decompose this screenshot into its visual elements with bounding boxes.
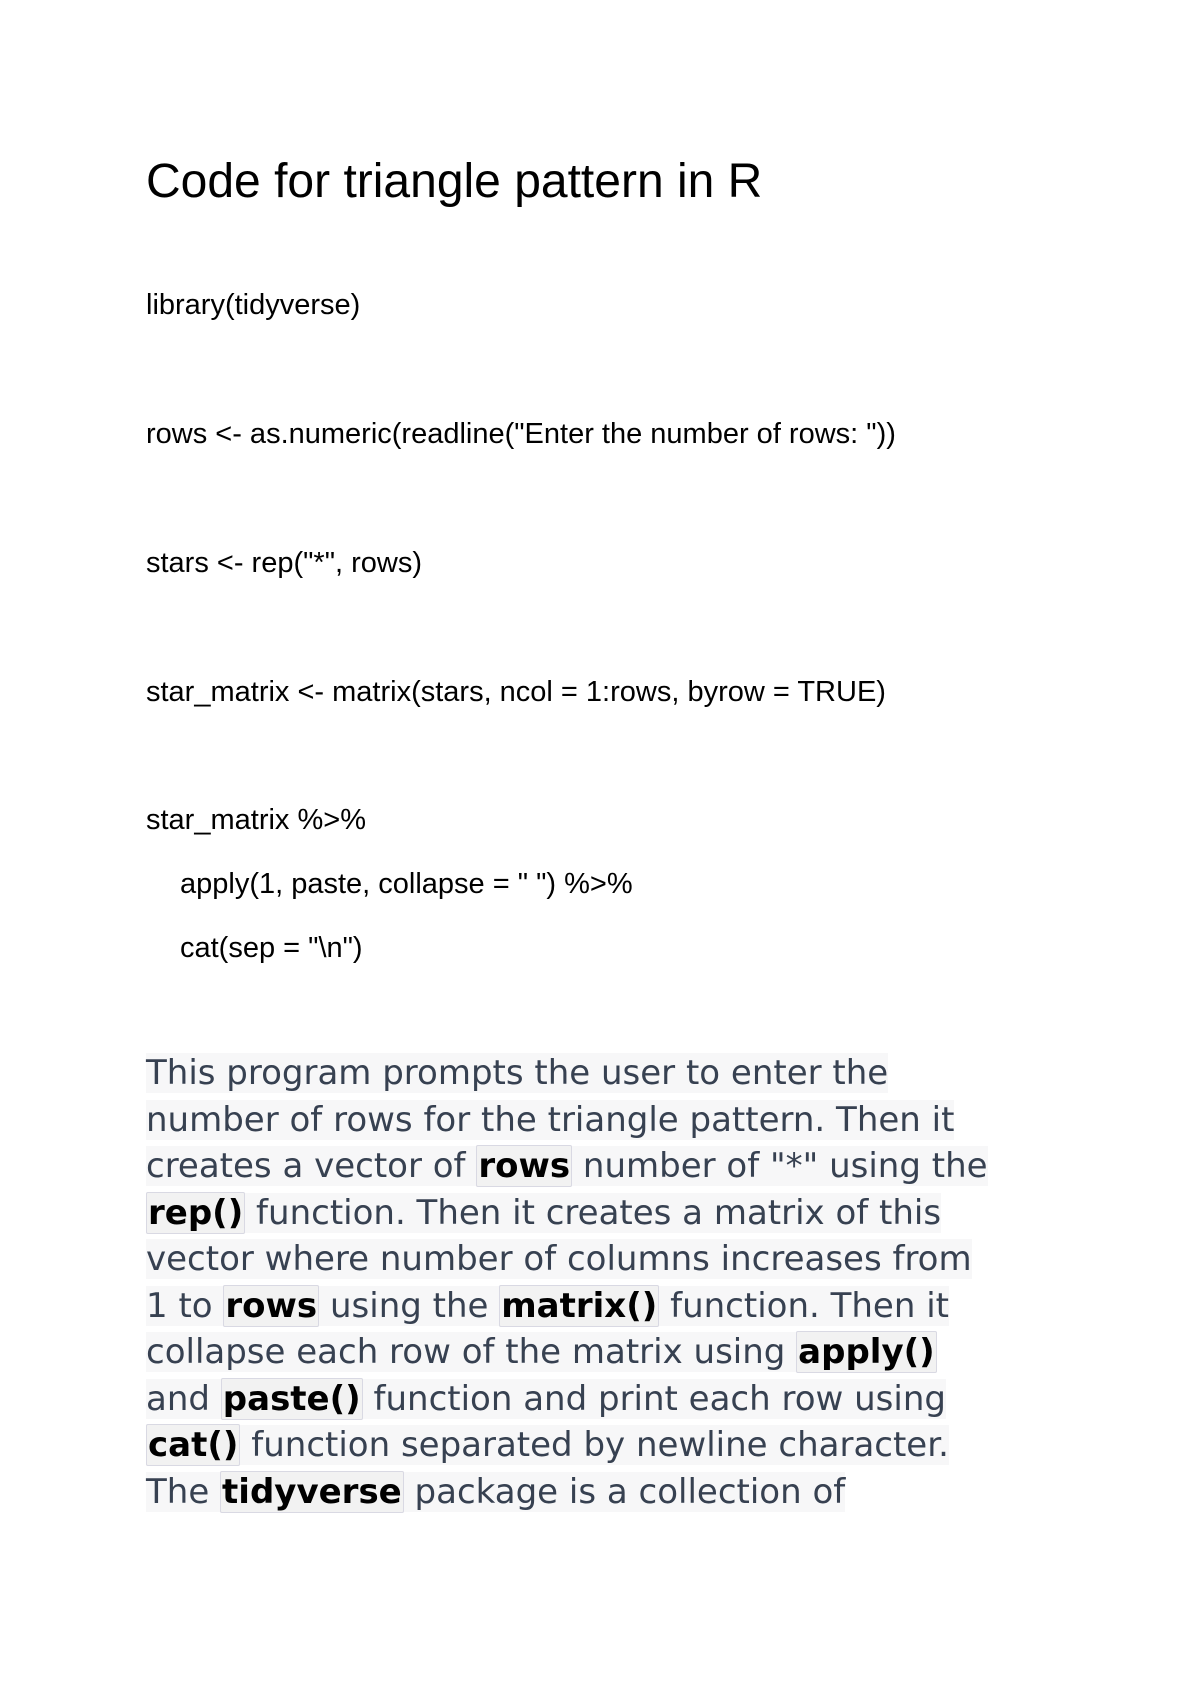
paragraph-line — [146, 1236, 1086, 1283]
paragraph-text: function. Then it — [659, 1285, 949, 1326]
paragraph-text: creates a vector of — [146, 1146, 477, 1186]
paragraph-line — [146, 1050, 1086, 1097]
inline-code-paste: paste() — [222, 1378, 361, 1419]
paragraph-text: using the — [319, 1285, 500, 1326]
code-line-pipe-start: star_matrix %>% — [146, 804, 366, 836]
inline-code-rows: rows — [225, 1285, 318, 1326]
paragraph-text: package is a collection of — [403, 1471, 846, 1512]
paragraph-text: function and print each row using — [362, 1378, 946, 1419]
code-line-apply: apply(1, paste, collapse = " ") %>% — [180, 868, 633, 900]
paragraph-text: number of "*" using the — [572, 1146, 988, 1186]
inline-code-rep: rep() — [148, 1192, 244, 1233]
code-line-rows: rows <- as.numeric(readline("Enter the number of rows: ")) — [146, 418, 896, 450]
paragraph-text: 1 to — [146, 1285, 224, 1326]
paragraph-line — [146, 1329, 1086, 1376]
paragraph-text: function separated by newline character. — [240, 1425, 949, 1465]
paragraph-text: and — [146, 1378, 221, 1419]
paragraph-line — [146, 1190, 1086, 1237]
paragraph-text: This program prompts the user to enter the — [146, 1053, 889, 1093]
paragraph-line — [146, 1283, 1086, 1330]
code-line-stars: stars <- rep("*", rows) — [146, 547, 422, 579]
paragraph-line — [146, 1422, 1086, 1469]
inline-code-matrix: matrix() — [501, 1285, 658, 1326]
paragraph-line — [146, 1143, 1086, 1190]
inline-code-cat: cat() — [148, 1425, 239, 1465]
paragraph-text: The — [146, 1471, 221, 1512]
inline-code-apply: apply() — [798, 1332, 935, 1372]
explanation-paragraph — [146, 1050, 1086, 1515]
paragraph-text: function. Then it creates a matrix of this — [245, 1192, 942, 1233]
code-line-star-matrix: star_matrix <- matrix(stars, ncol = 1:rows, byrow = TRUE) — [146, 676, 886, 708]
paragraph-line — [146, 1376, 1086, 1423]
paragraph-text: collapse each row of the matrix using — [146, 1332, 797, 1372]
inline-code-rows: rows — [478, 1146, 571, 1186]
paragraph-text: vector where number of columns increases from — [146, 1239, 972, 1279]
paragraph-line — [146, 1097, 1086, 1144]
code-line-library: library(tidyverse) — [146, 289, 361, 321]
inline-code-tidyverse: tidyverse — [222, 1471, 402, 1512]
paragraph-line — [146, 1469, 1086, 1516]
paragraph-text: number of rows for the triangle pattern. Then it — [146, 1099, 955, 1140]
code-line-cat: cat(sep = "\n") — [180, 932, 363, 964]
document-title: Code for triangle pattern in R — [146, 155, 763, 208]
